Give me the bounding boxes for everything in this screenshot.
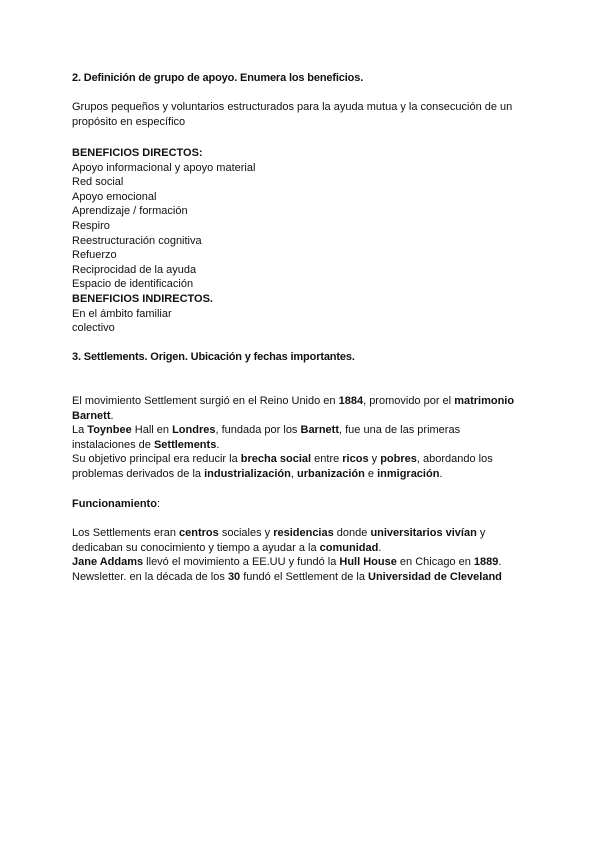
- definition-line: propósito en específico: [72, 115, 186, 128]
- text: Su objetivo principal era reducir la: [72, 453, 241, 466]
- section-3-heading: 3. Settlements. Origen. Ubicación y fechas importantes.: [72, 351, 355, 363]
- text: , abordando los: [416, 453, 493, 466]
- paragraph-line: [72, 438, 532, 453]
- text: .: [216, 438, 220, 451]
- paragraph-line: [72, 526, 532, 541]
- text: fundó el Settlement de la: [240, 570, 368, 583]
- paragraph-line: [72, 423, 532, 438]
- list-item: Reestructuración cognitiva: [72, 234, 202, 247]
- bold-text: brecha social: [240, 453, 312, 466]
- bold-text: ricos: [342, 453, 369, 466]
- text: entre: [311, 453, 343, 466]
- paragraph-line: [72, 570, 532, 585]
- text: .: [498, 556, 502, 569]
- text: , fundada por los: [215, 424, 301, 437]
- bold-text: Jane Addams: [72, 556, 144, 569]
- list-item: Reciprocidad de la ayuda: [72, 263, 197, 276]
- benefits-list: [72, 146, 532, 336]
- direct-benefits-title: BENEFICIOS DIRECTOS:: [72, 147, 203, 159]
- text: Hall en: [131, 424, 173, 437]
- bold-text: inmigración: [377, 467, 440, 480]
- support-group-definition: [72, 100, 532, 129]
- bold-text: urbanización: [297, 467, 365, 480]
- list-item: Apoyo emocional: [72, 190, 157, 203]
- bold-text: residencias: [273, 527, 334, 539]
- paragraph-line: [72, 452, 532, 467]
- section-3: [72, 350, 532, 365]
- bold-text: centros: [179, 527, 219, 539]
- text: Newsletter. en la década de los: [72, 570, 228, 583]
- text: en Chicago en: [396, 556, 474, 569]
- text: problemas derivados de la: [72, 467, 205, 480]
- bold-text: matrimonio: [454, 395, 515, 407]
- bold-text: 30: [227, 570, 241, 583]
- bold-text: Barnett: [300, 424, 340, 437]
- indirect-benefits-title: BENEFICIOS INDIRECTOS.: [72, 292, 213, 305]
- bold-text: Universidad de Cleveland: [368, 570, 502, 583]
- text: instalaciones de: [72, 438, 154, 451]
- definition-line: Grupos pequeños y voluntarios estructurados para la ayuda mutua y la consecución de un: [72, 101, 513, 113]
- bold-text: pobres: [380, 453, 417, 466]
- list-item: Apoyo informacional y apoyo material: [72, 161, 256, 174]
- text: El movimiento Settlement surgió en el Reino Unido en: [72, 395, 339, 407]
- list-item: Red social: [72, 176, 124, 189]
- text: .: [439, 467, 443, 480]
- bold-text: Settlements: [153, 438, 217, 451]
- bold-text: 1889: [473, 556, 499, 569]
- bold-text: Barnett: [72, 409, 111, 422]
- functioning-title: [72, 497, 532, 512]
- bold-text: Londres: [172, 424, 216, 437]
- text: :: [156, 498, 161, 510]
- list-item: Aprendizaje / formación: [72, 205, 188, 218]
- list-item: Respiro: [72, 219, 110, 232]
- text: .: [378, 541, 382, 554]
- paragraph-line: [72, 541, 532, 556]
- year-1884: 1884: [338, 395, 364, 407]
- functioning-title-block: [72, 497, 532, 512]
- text: e: [364, 467, 378, 480]
- text: dedicaban su conocimiento y tiempo a ayudar a la: [72, 541, 320, 554]
- bold-text: comunidad: [319, 541, 379, 554]
- text: donde: [333, 527, 371, 539]
- bold-text: Hull House: [339, 556, 397, 569]
- functioning-paragraphs: [72, 526, 532, 584]
- paragraph-line: [72, 555, 532, 570]
- paragraph-line: [72, 409, 532, 424]
- bold-text: universitarios vivían: [370, 527, 477, 539]
- list-item: Refuerzo: [72, 249, 117, 262]
- list-item: En el ámbito familiar: [72, 307, 172, 320]
- text: La: [72, 424, 88, 437]
- text: sociales y: [218, 527, 274, 539]
- text: y: [368, 453, 381, 466]
- text: ,: [290, 467, 297, 480]
- text: y: [476, 527, 486, 539]
- list-item: colectivo: [72, 322, 115, 335]
- text: , fue una de las primeras: [339, 424, 461, 437]
- text: , promovido por el: [363, 395, 455, 407]
- section-2-heading: 2. Definición de grupo de apoyo. Enumera los beneficios.: [72, 72, 364, 84]
- settlements-origin: [72, 394, 532, 482]
- paragraph-line: [72, 394, 532, 409]
- text: .: [110, 409, 114, 422]
- paragraph-line: [72, 467, 532, 482]
- bold-text: Funcionamiento: [72, 498, 157, 510]
- list-item: Espacio de identificación: [72, 278, 194, 291]
- bold-text: Toynbee: [87, 424, 132, 437]
- bold-text: industrialización: [204, 467, 291, 480]
- text: Los Settlements eran: [72, 527, 180, 539]
- text: llevó el movimiento a EE.UU y fundó la: [143, 556, 340, 569]
- section-2: [72, 71, 532, 86]
